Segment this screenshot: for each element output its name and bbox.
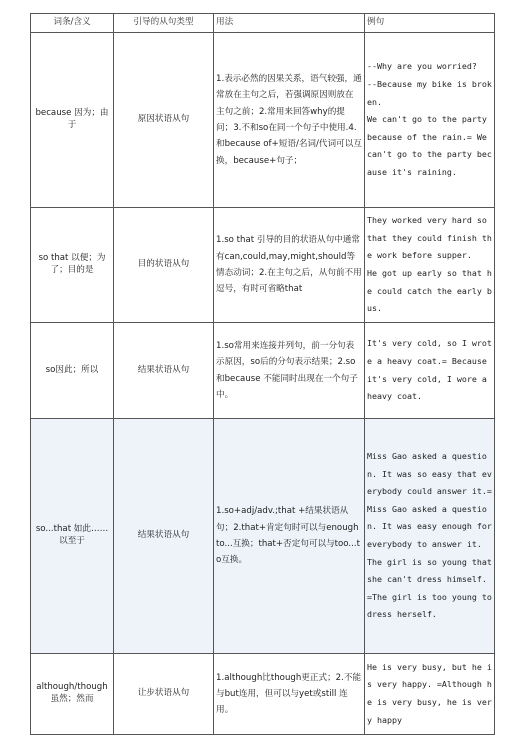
header-usage: 用法 [214, 14, 365, 33]
table-row-so-that [31, 208, 495, 323]
usage-cell: 1.so that 引导的目的状语从句中通常有can,could,may,might,should等情态动词；2.在主句之后，从句前不用逗号，有时可省略that [214, 208, 365, 323]
clause-type-cell: 结果状语从句 [114, 419, 214, 654]
clause-type-cell: 原因状语从句 [114, 33, 214, 208]
clause-type-cell: 结果状语从句 [114, 323, 214, 419]
usage-cell: 1.表示必然的因果关系，语气较强，通常放在主句之后，若强调原因则放在主句之前；2.常用来回答why的提问；3.不和so在同一个句子中使用.4. 和because of+短语/名词/代词可以互换，because+句子； [214, 33, 365, 208]
usage-cell: 1.so+adj/adv.;that +结果状语从句；2.that+肯定句时可以与enough to...互换；that+否定句可以与too...to互换。 [214, 419, 365, 654]
header-clause-type: 引导的从句类型 [114, 14, 214, 33]
table-row-so-that-result [31, 419, 495, 654]
header-example: 例句 [365, 14, 495, 33]
conjunction-table [30, 13, 495, 735]
clause-type-cell: 目的状语从句 [114, 208, 214, 323]
word-cell: although/though 虽然；然而 [31, 654, 114, 735]
usage-cell: 1.although比though更正式；2.不能与but连用，但可以与yet或still 连用。 [214, 654, 365, 735]
example-cell: He is very busy, but he is very happy. =Although he is very busy, he is very happy [365, 654, 495, 735]
table-row-although [31, 654, 495, 735]
word-cell: so...that 如此……以至于 [31, 419, 114, 654]
word-cell: so因此；所以 [31, 323, 114, 419]
header-row [31, 14, 495, 33]
clause-type-cell: 让步状语从句 [114, 654, 214, 735]
example-cell: It's very cold, so I wrote a heavy coat.= Because it's very cold, I wore a heavy coat. [365, 323, 495, 419]
table-row-so [31, 323, 495, 419]
usage-cell: 1.so常用来连接并列句，前一分句表示原因，so后的分句表示结果；2.so 和because 不能同时出现在一个句子中。 [214, 323, 365, 419]
word-cell: so that 以便；为了；目的是 [31, 208, 114, 323]
example-cell: They worked very hard so that they could finish the work before supper. He got up early so that he could catch the early bus. [365, 208, 495, 323]
example-cell: --Why are you worried? --Because my bike is broken. We can't go to the party because of the rain.= We can't go to the party because it's raining. [365, 33, 495, 208]
header-word: 词条/含义 [31, 14, 114, 33]
table-row-because [31, 33, 495, 208]
example-cell: Miss Gao asked a question. It was so easy that everybody could answer it.= Miss Gao asked a question. It was easy enough for everybody to answer it. The girl is so young that she can't dress himself. =The girl is too young to dress herself. [365, 419, 495, 654]
word-cell: because 因为；由于 [31, 33, 114, 208]
